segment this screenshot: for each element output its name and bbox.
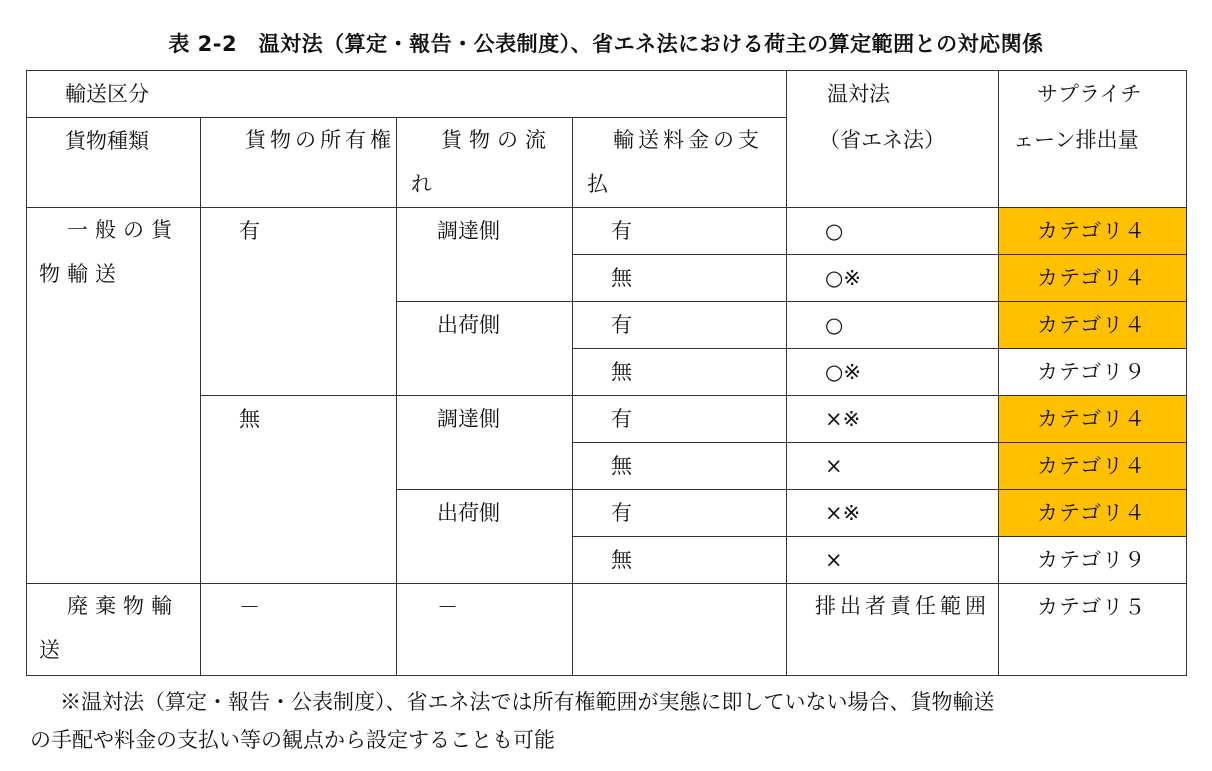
cell-waste-category: カテゴリ５ [999, 584, 1187, 676]
cell-payment: 無 [573, 537, 787, 584]
cell-category: カテゴリ４ [999, 302, 1187, 349]
cell-law: ○※ [787, 349, 999, 396]
general-cargo-text: 一般の貨物輸送 [39, 218, 179, 286]
cell-category: カテゴリ９ [999, 537, 1187, 584]
header-cargo-type: 貨物種類 [27, 118, 201, 208]
waste-law-text: 排出者責任範囲 [815, 594, 990, 618]
cell-payment: 有 [573, 208, 787, 255]
cell-general-cargo [27, 208, 201, 584]
cell-flow-shipping: 出荷側 [397, 302, 573, 396]
cell-ownership-yes: 有 [201, 208, 397, 396]
cell-payment: 無 [573, 443, 787, 490]
header-ownership-text: 貨物の所有権 [245, 128, 395, 152]
cell-flow-procurement: 調達側 [397, 208, 573, 302]
cell-category: カテゴリ４ [999, 396, 1187, 443]
footnote [30, 683, 1190, 759]
cell-law: × [787, 443, 999, 490]
header-flow [397, 118, 573, 208]
cell-category: カテゴリ４ [999, 443, 1187, 490]
cell-waste-flow: － [397, 584, 573, 676]
header-law [787, 71, 999, 208]
header-energy-law: （省エネ法） [819, 128, 945, 152]
cell-waste-law [787, 584, 999, 676]
cell-payment: 有 [573, 302, 787, 349]
header-transport-category: 輸送区分 [27, 71, 787, 118]
cell-payment: 有 [573, 490, 787, 537]
header-supply-chain-line1: サプライチ [1037, 82, 1142, 106]
cell-waste-transport [27, 584, 201, 676]
header-supply-chain [999, 71, 1187, 208]
header-onrai-law: 温対法 [827, 82, 890, 106]
header-payment [573, 118, 787, 208]
cell-category: カテゴリ４ [999, 208, 1187, 255]
cell-flow-procurement: 調達側 [397, 396, 573, 490]
cell-waste-ownership: － [201, 584, 397, 676]
cell-law: ○ [787, 208, 999, 255]
cell-flow-shipping: 出荷側 [397, 490, 573, 584]
cell-payment: 無 [573, 255, 787, 302]
cell-payment: 無 [573, 349, 787, 396]
header-supply-chain-line2: ェーン排出量 [1013, 128, 1139, 152]
cell-payment: 有 [573, 396, 787, 443]
cell-ownership-no: 無 [201, 396, 397, 584]
cell-category: カテゴリ４ [999, 490, 1187, 537]
correspondence-table [26, 70, 1187, 676]
table-caption: 表 2-2 温対法（算定・報告・公表制度）、省エネ法における荷主の算定範囲との対応関係 [168, 32, 1044, 56]
cell-law: ○ [787, 302, 999, 349]
cell-category: カテゴリ４ [999, 255, 1187, 302]
cell-law: × [787, 537, 999, 584]
header-ownership [201, 118, 397, 208]
cell-category: カテゴリ９ [999, 349, 1187, 396]
cell-waste-payment [573, 584, 787, 676]
header-flow-text: 貨物の流れ [411, 128, 553, 196]
footnote-line2: の手配や料金の支払い等の観点から設定することも可能 [30, 728, 555, 752]
waste-transport-text: 廃棄物輸送 [39, 594, 179, 662]
cell-law: ×※ [787, 396, 999, 443]
footnote-line1: ※温対法（算定・報告・公表制度）、省エネ法では所有権範囲が実態に即していない場合、貨物輸送 [60, 690, 995, 714]
cell-law: ×※ [787, 490, 999, 537]
cell-law: ○※ [787, 255, 999, 302]
header-payment-text: 輸送料金の支払 [587, 128, 763, 196]
